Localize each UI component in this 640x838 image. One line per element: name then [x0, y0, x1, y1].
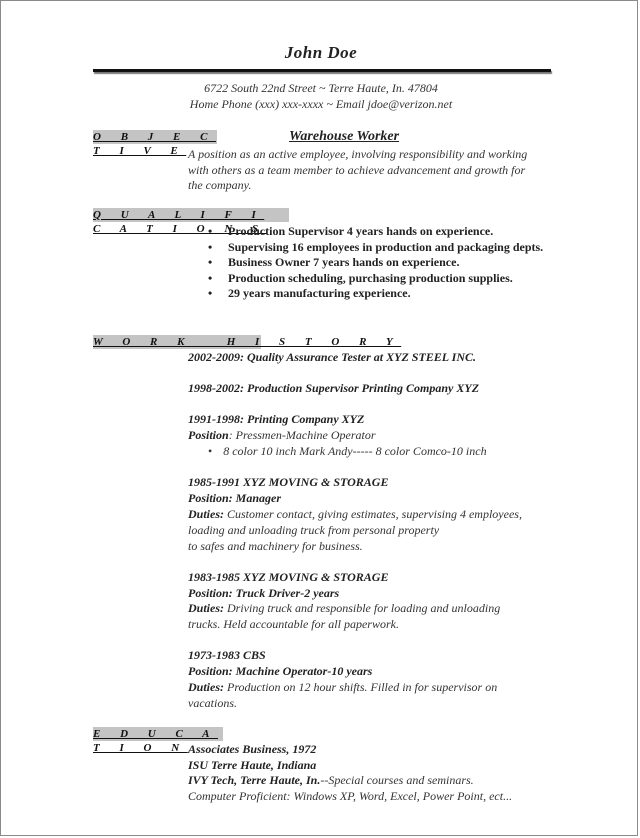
duties-text: to safes and machinery for business. [188, 539, 363, 553]
contact-phone-email: Home Phone (xxx) xxx-xxxx ~ Email jdoe@verizon.net [189, 97, 453, 111]
job-duties [188, 601, 500, 616]
job-duties [188, 507, 522, 522]
resume-name: John Doe [284, 43, 358, 62]
position-label: Position [188, 428, 229, 442]
job-title: 2002-2009: Quality Assurance Tester at XYZ STEEL INC. [188, 350, 477, 364]
job-title: 1985-1991 XYZ MOVING & STORAGE [188, 475, 389, 489]
qualification-item: • 29 years manufacturing experience. [228, 286, 588, 302]
job-title: 1998-2002: Production Supervisor Printing Company XYZ [188, 381, 480, 395]
header-rule [93, 69, 551, 72]
objective-line: A position as an active employee, involving responsibility and working [188, 147, 528, 161]
objective-title: Warehouse Worker [289, 129, 400, 144]
section-heading-qualifications: Q U A L I F I C A T I O N S [93, 208, 289, 222]
objective-text [188, 147, 560, 194]
qualification-item: • Production Supervisor 4 years hands on experience. [228, 224, 588, 240]
qualification-item: • Production scheduling, purchasing production supplies. [228, 271, 588, 287]
job-title: 1973-1983 CBS [188, 648, 266, 662]
duties-label: Duties: [188, 507, 224, 521]
education-line [188, 773, 474, 788]
section-heading-objective: O B J E C T I V E [93, 131, 216, 157]
duties-text: Customer contact, giving estimates, supervising 4 employees, [224, 507, 522, 521]
qualification-item: • Business Owner 7 years hands on experience. [228, 255, 588, 271]
position-value: : Pressmen-Machine Operator [228, 428, 376, 442]
qualifications-list [188, 224, 588, 302]
job-position: Position: Manager [188, 491, 282, 505]
education-line: ISU Terre Haute, Indiana [188, 758, 317, 772]
job-position: Position: Machine Operator-10 years [188, 664, 373, 678]
contact-address: 6722 South 22nd Street ~ Terre Haute, In. 47804 [204, 81, 438, 95]
objective-line: with others as a team member to achieve advancement and growth for [188, 162, 526, 177]
education-line: Associates Business, 1972 [188, 742, 317, 756]
objective-line: the company. [188, 178, 252, 192]
job-title: 1991-1998: Printing Company XYZ [188, 412, 365, 426]
duties-text: Driving truck and responsible for loading and unloading [224, 601, 501, 615]
section-heading-education: E D U C A T I O N [93, 727, 223, 741]
section-heading-work-history: W O R K H I S T O R Y [93, 336, 402, 348]
job-bullet: • 8 color 10 inch Mark Andy----- 8 color Comco-10 inch [208, 444, 487, 459]
job-duties [188, 680, 497, 695]
job-title: 1983-1985 XYZ MOVING & STORAGE [188, 570, 389, 584]
education-school: IVY Tech, Terre Haute, In. [188, 773, 321, 787]
duties-text: trucks. Held accountable for all paperwork. [188, 617, 399, 631]
education-line: Computer Proficient: Windows XP, Word, Excel, Power Point, ect... [188, 789, 513, 803]
duties-text: vacations. [188, 696, 237, 710]
job-position: Position: Truck Driver-2 years [188, 586, 340, 600]
duties-label: Duties: [188, 680, 224, 694]
duties-text: loading and unloading truck from personal property [188, 523, 440, 537]
qualification-item: • Supervising 16 employees in production and packaging depts. [228, 240, 588, 256]
job-position [188, 428, 376, 443]
education-detail: --Special courses and seminars. [320, 773, 474, 787]
duties-label: Duties: [188, 601, 224, 615]
duties-text: Production on 12 hour shifts. Filled in for supervisor on [224, 680, 498, 694]
